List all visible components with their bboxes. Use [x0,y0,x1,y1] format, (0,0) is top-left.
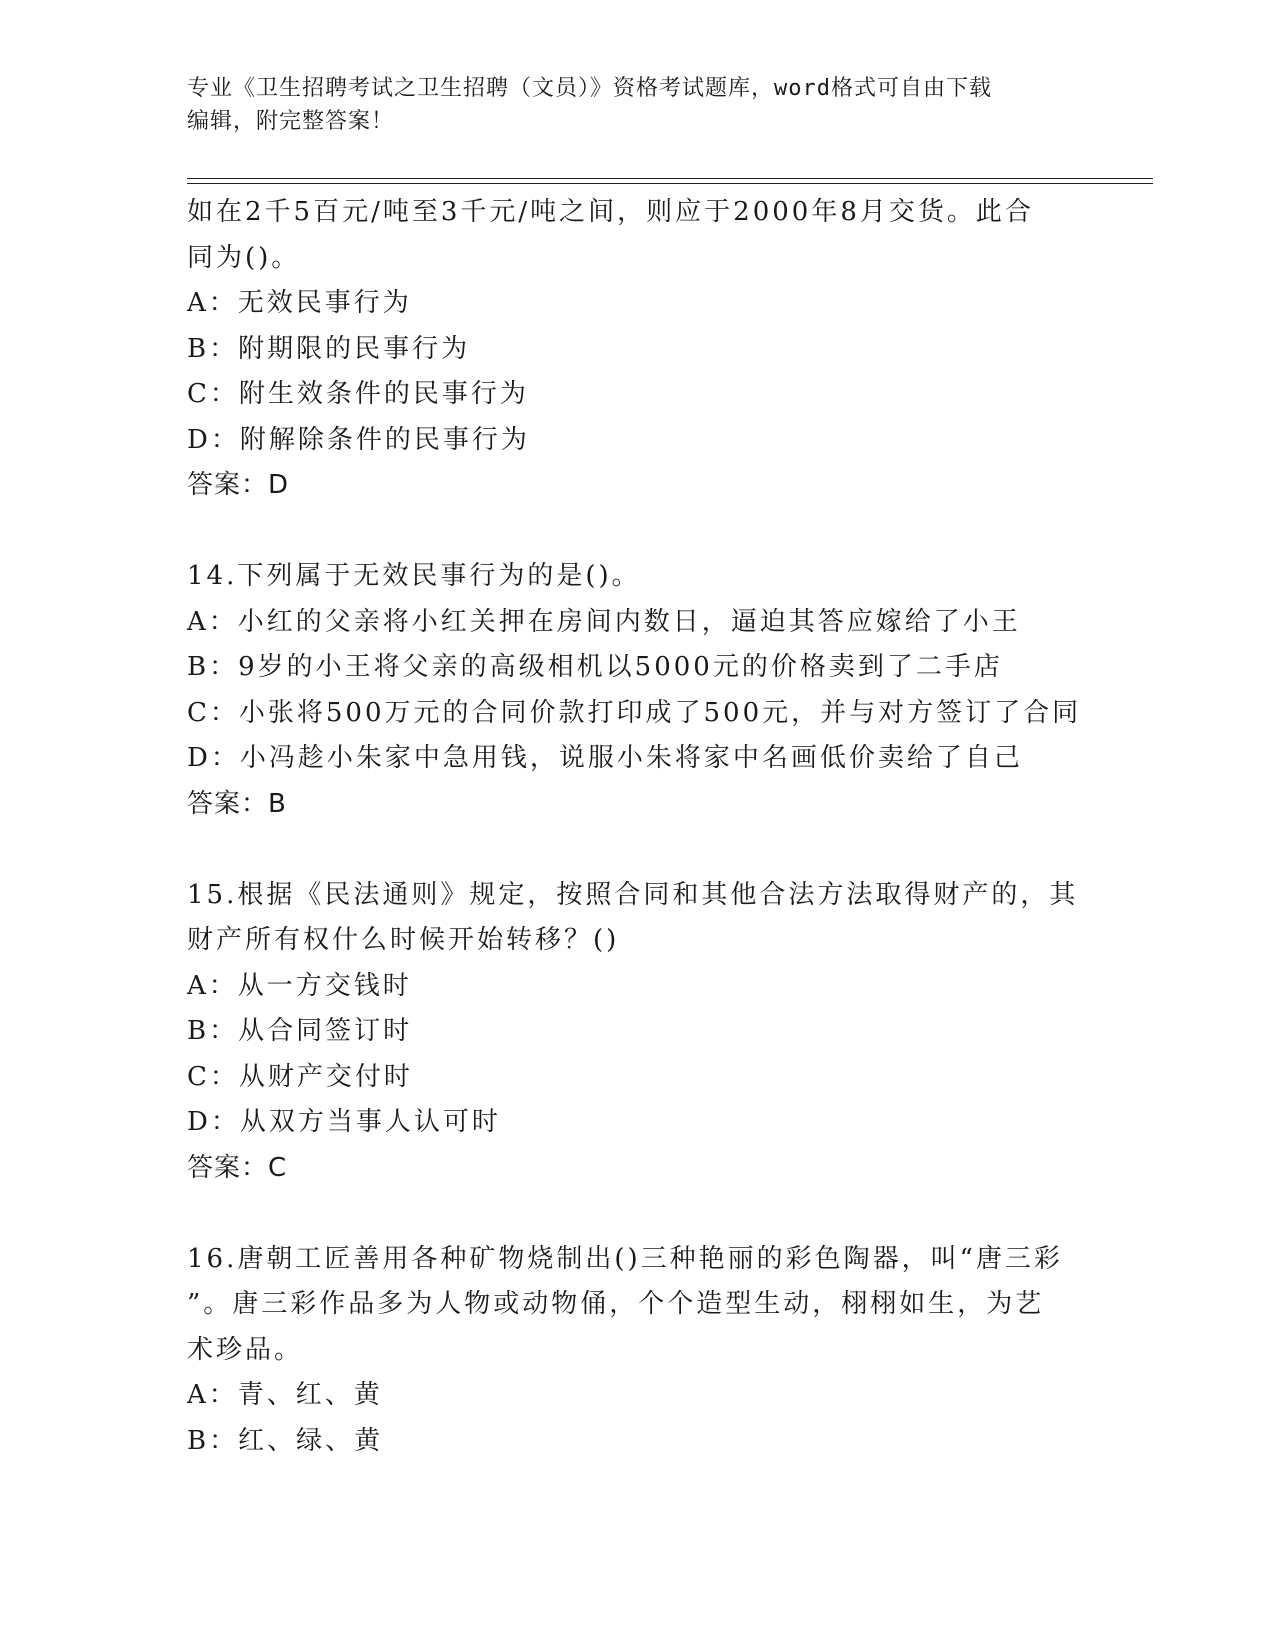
option-a: A：小红的父亲将小红关押在房间内数日，逼迫其答应嫁给了小王 [187,606,1021,637]
question-stem-line: 14.下列属于无效民事行为的是()。 [187,561,641,591]
question-16 [187,1237,1087,1465]
option-a: A：无效民事行为 [187,288,412,318]
option-a: A：从一方交钱时 [187,970,412,1001]
option-c: C：小张将500万元的合同价款打印成了500元，并与对方签订了合同 [187,697,1082,728]
header-divider-bottom [187,183,1153,184]
option-b: B：9岁的小王将父亲的高级相机以5000元的价格卖到了二手店 [187,652,1003,682]
option-d: D：从双方当事人认可时 [187,1107,501,1137]
header-line-1: 专业《卫生招聘考试之卫生招聘（文员）》资格考试题库，word格式可自由下载 [187,76,992,101]
answer-line: 答案：C [187,1152,288,1183]
option-a: A：青、红、黄 [187,1380,383,1410]
option-b: B：附期限的民事行为 [187,333,471,364]
answer-line: 答案：B [187,788,287,819]
option-c: C：附生效条件的民事行为 [187,379,529,409]
question-13 [187,190,1087,509]
question-stem-line: 15.根据《民法通则》规定，按照合同和其他合法方法取得财产的，其 [187,879,1079,910]
question-list [187,190,1087,1464]
question-gap [187,509,1087,555]
header-divider-top [187,178,1153,179]
answer-line: 答案：D [187,470,290,500]
option-d: D：小冯趁小朱家中急用钱，说服小朱将家中名画低价卖给了自己 [187,743,1023,773]
question-gap [187,1191,1087,1237]
question-stem-line: 16.唐朝工匠善用各种矿物烧制出()三种艳丽的彩色陶器，叫“唐三彩 [187,1243,1063,1274]
question-stem-line: 术珍品。 [187,1334,304,1365]
question-gap [187,827,1087,873]
question-stem-line: ”。唐三彩作品多为人物或动物俑，个个造型生动，栩栩如生，为艺 [187,1289,1045,1319]
option-b: B：从合同签订时 [187,1016,413,1046]
option-d: D：附解除条件的民事行为 [187,424,530,455]
header-line-2: 编辑，附完整答案！ [187,109,395,134]
question-stem-line: 财产所有权什么时候开始转移？() [187,925,620,955]
question-stem-line: 同为()。 [187,242,301,273]
question-14 [187,554,1087,827]
question-stem-line: 如在2千5百元/吨至3千元/吨之间，则应于2000年8月交货。此合 [187,197,1034,227]
option-c: C：从财产交付时 [187,1061,413,1092]
question-15 [187,873,1087,1192]
document-header [187,72,1087,138]
option-b: B：红、绿、黄 [187,1425,384,1456]
